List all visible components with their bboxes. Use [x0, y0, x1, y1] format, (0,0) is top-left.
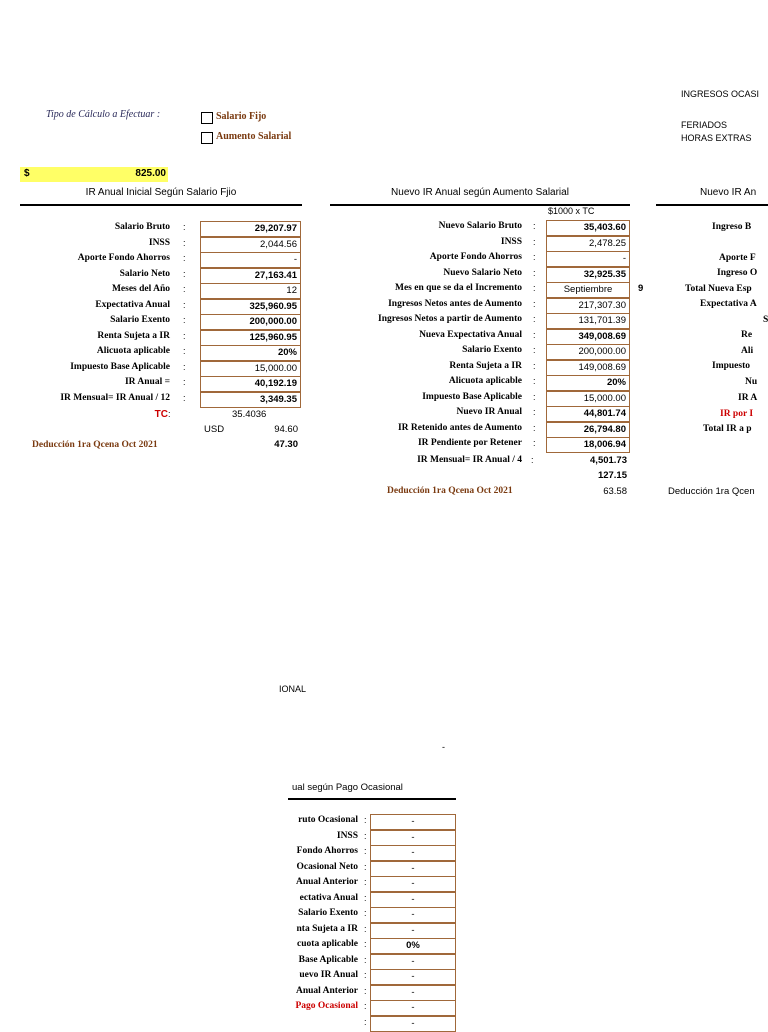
sec4-row-colon: :: [364, 846, 367, 856]
sec1-row-colon: :: [183, 315, 186, 325]
sec1-row-colon: :: [183, 300, 186, 310]
sec3-row-label: Nu: [745, 377, 758, 387]
sec1-row-colon: :: [183, 346, 186, 356]
sec3-row-label: Expectativa A: [700, 299, 757, 309]
sec4-row-value[interactable]: 0%: [370, 938, 456, 954]
sec1-row-colon: :: [183, 362, 186, 372]
sec4-row-label: ectativa Anual: [299, 893, 358, 903]
sec4-row-value[interactable]: -: [370, 845, 456, 861]
sec1-row-value[interactable]: 20%: [200, 345, 301, 361]
salario-fijo-checkbox[interactable]: [201, 112, 213, 124]
sec4-row-colon: :: [364, 893, 367, 903]
sec4-row-colon: :: [364, 908, 367, 918]
sec2-row-value[interactable]: 131,701.39: [546, 313, 630, 329]
sec4-row-value[interactable]: -: [370, 969, 456, 985]
sec3-divider: [656, 204, 768, 206]
sec2-row-label: IR Retenido antes de Aumento: [397, 423, 522, 433]
sec3-row-label: Impuesto: [712, 361, 751, 371]
feriados-label: FERIADOS: [681, 120, 728, 130]
sec2-ir-mensual-label: IR Mensual= IR Anual / 4: [417, 455, 522, 465]
sec4-ional-text: IONAL: [279, 684, 307, 694]
sec2-row-colon: :: [533, 314, 536, 324]
sec4-row-value[interactable]: -: [370, 1016, 456, 1032]
sec4-row-label: nta Sujeta a IR: [296, 924, 358, 934]
sec2-row-value[interactable]: 26,794.80: [546, 422, 630, 438]
sec3-row-label: Aporte F: [719, 253, 756, 263]
sec4-row-colon: :: [364, 1001, 367, 1011]
sec1-row-colon: :: [183, 284, 186, 294]
sec4-row-colon: :: [364, 1017, 367, 1027]
sec4-title: ual según Pago Ocasional: [292, 782, 403, 793]
sec2-row-label: Nuevo Salario Neto: [443, 268, 522, 278]
sec1-row-value[interactable]: 27,163.41: [200, 268, 301, 284]
sec3-row-label: Ingreso O: [717, 268, 758, 278]
sec1-row-label: IR Mensual= IR Anual / 12: [60, 393, 170, 403]
sec2-deduccion-value: 63.58: [603, 486, 627, 497]
sec4-row-value[interactable]: -: [370, 814, 456, 830]
sec2-row-label: Mes en que se da el Incremento: [394, 283, 522, 293]
sec1-row-colon: :: [183, 269, 186, 279]
tc-value: 35.4036: [232, 409, 267, 420]
sec3-title: Nuevo IR An: [700, 187, 757, 198]
sec3-row-label: Ali: [741, 346, 754, 356]
sec4-row-label: INSS: [336, 831, 358, 841]
sec2-row-colon: :: [533, 268, 536, 278]
sec1-row-colon: :: [183, 238, 186, 248]
sec2-deduccion-label: Deducción 1ra Qcena Oct 2021: [387, 486, 513, 496]
sec2-row-colon: :: [533, 392, 536, 402]
sec4-row-label: uevo IR Anual: [299, 970, 358, 980]
sec4-row-label: cuota aplicable: [297, 939, 358, 949]
sec1-row-label: Salario Bruto: [114, 222, 170, 232]
sec4-row-label: Pago Ocasional: [295, 1001, 358, 1011]
tc-label: TC: [154, 409, 168, 420]
sec1-row-colon: :: [183, 331, 186, 341]
sec3-row-label: IR A: [738, 393, 758, 403]
sec2-row-colon: :: [533, 361, 536, 371]
sec2-row-value[interactable]: 18,006.94: [546, 437, 630, 453]
sec4-row-value[interactable]: -: [370, 954, 456, 970]
sec1-row-value[interactable]: 40,192.19: [200, 376, 301, 392]
sec2-row-label: Ingresos Netos a partir de Aumento: [378, 314, 522, 324]
sec2-row-label: Alicuota aplicable: [448, 376, 522, 386]
sec1-row-label: Meses del Año: [111, 284, 170, 294]
sec1-row-label: Salario Exento: [110, 315, 170, 325]
sec4-row-colon: :: [364, 831, 367, 841]
sec2-row-value[interactable]: 217,307.30: [546, 298, 630, 314]
sec4-row-colon: :: [364, 815, 367, 825]
sec1-row-value[interactable]: 125,960.95: [200, 330, 301, 346]
sec4-row-label: Anual Anterior: [295, 877, 358, 887]
sec2-row-value[interactable]: 32,925.35: [546, 267, 630, 283]
sec1-row-label: INSS: [148, 238, 170, 248]
salary-usd-cell[interactable]: [20, 167, 168, 182]
sec2-row-colon: :: [533, 252, 536, 262]
month-number: 9: [638, 283, 644, 294]
sec4-row-label: Base Aplicable: [298, 955, 358, 965]
sec4-row-colon: :: [364, 970, 367, 980]
sec1-deduccion-label: Deducción 1ra Qcena Oct 2021: [32, 440, 158, 450]
sec2-row-label: Nuevo IR Anual: [456, 407, 522, 417]
sec2-row-value[interactable]: 15,000.00: [546, 391, 630, 407]
sec2-subheader: $1000 x TC: [548, 206, 595, 216]
sec4-row-label: Salario Exento: [298, 908, 358, 918]
sec2-extra-value: 127.15: [597, 470, 627, 481]
sec4-row-label: Fondo Ahorros: [296, 846, 358, 856]
sec1-row-label: IR Anual =: [124, 377, 170, 387]
sec4-row-value[interactable]: -: [370, 892, 456, 908]
sec1-row-colon: :: [183, 393, 186, 403]
sec2-row-colon: :: [533, 299, 536, 309]
sec4-divider: [288, 798, 456, 800]
sec4-dash: -: [442, 742, 445, 752]
sec1-row-value[interactable]: 29,207.97: [200, 221, 301, 237]
salario-fijo-label: Salario Fijo: [216, 111, 267, 122]
sec2-row-colon: :: [533, 423, 536, 433]
sec2-row-label: Ingresos Netos antes de Aumento: [388, 299, 522, 309]
sec1-divider: [20, 204, 302, 206]
sec2-row-value[interactable]: 349,008.69: [546, 329, 630, 345]
sec1-row-value[interactable]: -: [200, 252, 301, 268]
sec3-ir-red-label: IR por I: [720, 409, 754, 419]
sec2-row-label: Salario Exento: [462, 345, 522, 355]
sec2-row-colon: :: [533, 237, 536, 247]
sec2-row-label: Impuesto Base Aplicable: [422, 392, 522, 402]
aumento-salarial-checkbox[interactable]: [201, 132, 213, 144]
sec4-row-colon: :: [364, 955, 367, 965]
sec4-row-value[interactable]: -: [370, 876, 456, 892]
sec4-row-colon: :: [364, 939, 367, 949]
sec3-row-label: S: [763, 315, 768, 325]
sec2-row-colon: :: [533, 407, 536, 417]
sec1-row-value[interactable]: 200,000.00: [200, 314, 301, 330]
sec2-row-value[interactable]: 149,008.69: [546, 360, 630, 376]
sec4-row-colon: :: [364, 986, 367, 996]
sec3-row-label: Ingreso B: [712, 222, 752, 232]
sec1-row-value[interactable]: 2,044.56: [200, 237, 301, 253]
sec4-row-label: Anual Anterior: [295, 986, 358, 996]
sec3-deduccion-label: Deducción 1ra Qcen: [668, 486, 755, 497]
sec3-total-label: Total IR a p: [703, 424, 752, 434]
sec1-row-value[interactable]: 325,960.95: [200, 299, 301, 315]
sec4-row-value[interactable]: -: [370, 861, 456, 877]
sec3-row-label: Re: [741, 330, 753, 340]
sec1-row-label: Renta Sujeta a IR: [97, 331, 170, 341]
sec2-title: Nuevo IR Anual según Aumento Salarial: [391, 187, 569, 198]
sec2-row-value[interactable]: 20%: [546, 375, 630, 391]
sec1-title: IR Anual Inicial Según Salario Fjio: [85, 187, 237, 198]
aumento-salarial-label: Aumento Salarial: [216, 131, 292, 142]
sec2-row-label: IR Pendiente por Retener: [417, 438, 522, 448]
sec1-row-label: Alicuota aplicable: [96, 346, 170, 356]
salary-usd-value: 825.00: [135, 168, 166, 179]
sec2-row-value[interactable]: Septiembre: [546, 282, 630, 298]
sec2-row-value[interactable]: -: [546, 251, 630, 267]
sec4-row-label: ruto Ocasional: [298, 815, 358, 825]
sec3-row-label: Total Nueva Esp: [685, 284, 752, 294]
ingresos-ocasionales-title: INGRESOS OCASI: [681, 89, 760, 99]
sec2-row-label: INSS: [500, 237, 522, 247]
sec4-row-colon: :: [364, 862, 367, 872]
sec2-row-label: Renta Sujeta a IR: [449, 361, 522, 371]
sec1-deduccion-value: 47.30: [274, 439, 298, 450]
sec1-row-label: Expectativa Anual: [95, 300, 170, 310]
sec1-row-colon: :: [183, 377, 186, 387]
sec2-row-value[interactable]: 2,478.25: [546, 236, 630, 252]
sec1-row-value[interactable]: 3,349.35: [200, 392, 301, 408]
sec4-row-colon: :: [364, 924, 367, 934]
calc-type-label: Tipo de Cálculo a Efectuar :: [46, 109, 161, 120]
sec2-row-colon: :: [533, 438, 536, 448]
sec4-row-colon: :: [364, 877, 367, 887]
sec4-row-value[interactable]: -: [370, 907, 456, 923]
currency-symbol: $: [24, 168, 30, 179]
sec1-row-label: Impuesto Base Aplicable: [70, 362, 170, 372]
sec2-row-label: Nuevo Salario Bruto: [438, 221, 522, 231]
sec2-row-label: Nueva Expectativa Anual: [419, 330, 522, 340]
sec1-row-colon: :: [183, 253, 186, 263]
sec2-row-value[interactable]: 35,403.60: [546, 220, 630, 236]
sec1-row-value[interactable]: 15,000.00: [200, 361, 301, 377]
horas-extras-label: HORAS EXTRAS: [681, 133, 752, 143]
sec4-row-value[interactable]: -: [370, 985, 456, 1001]
sec2-row-label: Aporte Fondo Ahorros: [429, 252, 522, 262]
sec1-row-label: Salario Neto: [119, 269, 170, 279]
sec1-row-colon: :: [183, 222, 186, 232]
sec1-row-value[interactable]: 12: [200, 283, 301, 299]
sec2-row-value[interactable]: 44,801.74: [546, 406, 630, 422]
usd-value: 94.60: [274, 424, 298, 435]
sec4-row-label: Ocasional Neto: [296, 862, 358, 872]
sec2-row-colon: :: [533, 345, 536, 355]
sec4-row-value[interactable]: -: [370, 830, 456, 846]
sec2-ir-mensual-value: 4,501.73: [590, 455, 627, 466]
sec1-row-label: Aporte Fondo Ahorros: [77, 253, 170, 263]
usd-label: USD: [204, 424, 225, 435]
sec2-row-colon: :: [533, 376, 536, 386]
sec2-row-colon: :: [533, 221, 536, 231]
sec2-row-colon: :: [533, 330, 536, 340]
sec4-row-value[interactable]: -: [370, 1000, 456, 1016]
sec2-row-colon: :: [533, 283, 536, 293]
sec4-row-value[interactable]: -: [370, 923, 456, 939]
sec2-row-value[interactable]: 200,000.00: [546, 344, 630, 360]
